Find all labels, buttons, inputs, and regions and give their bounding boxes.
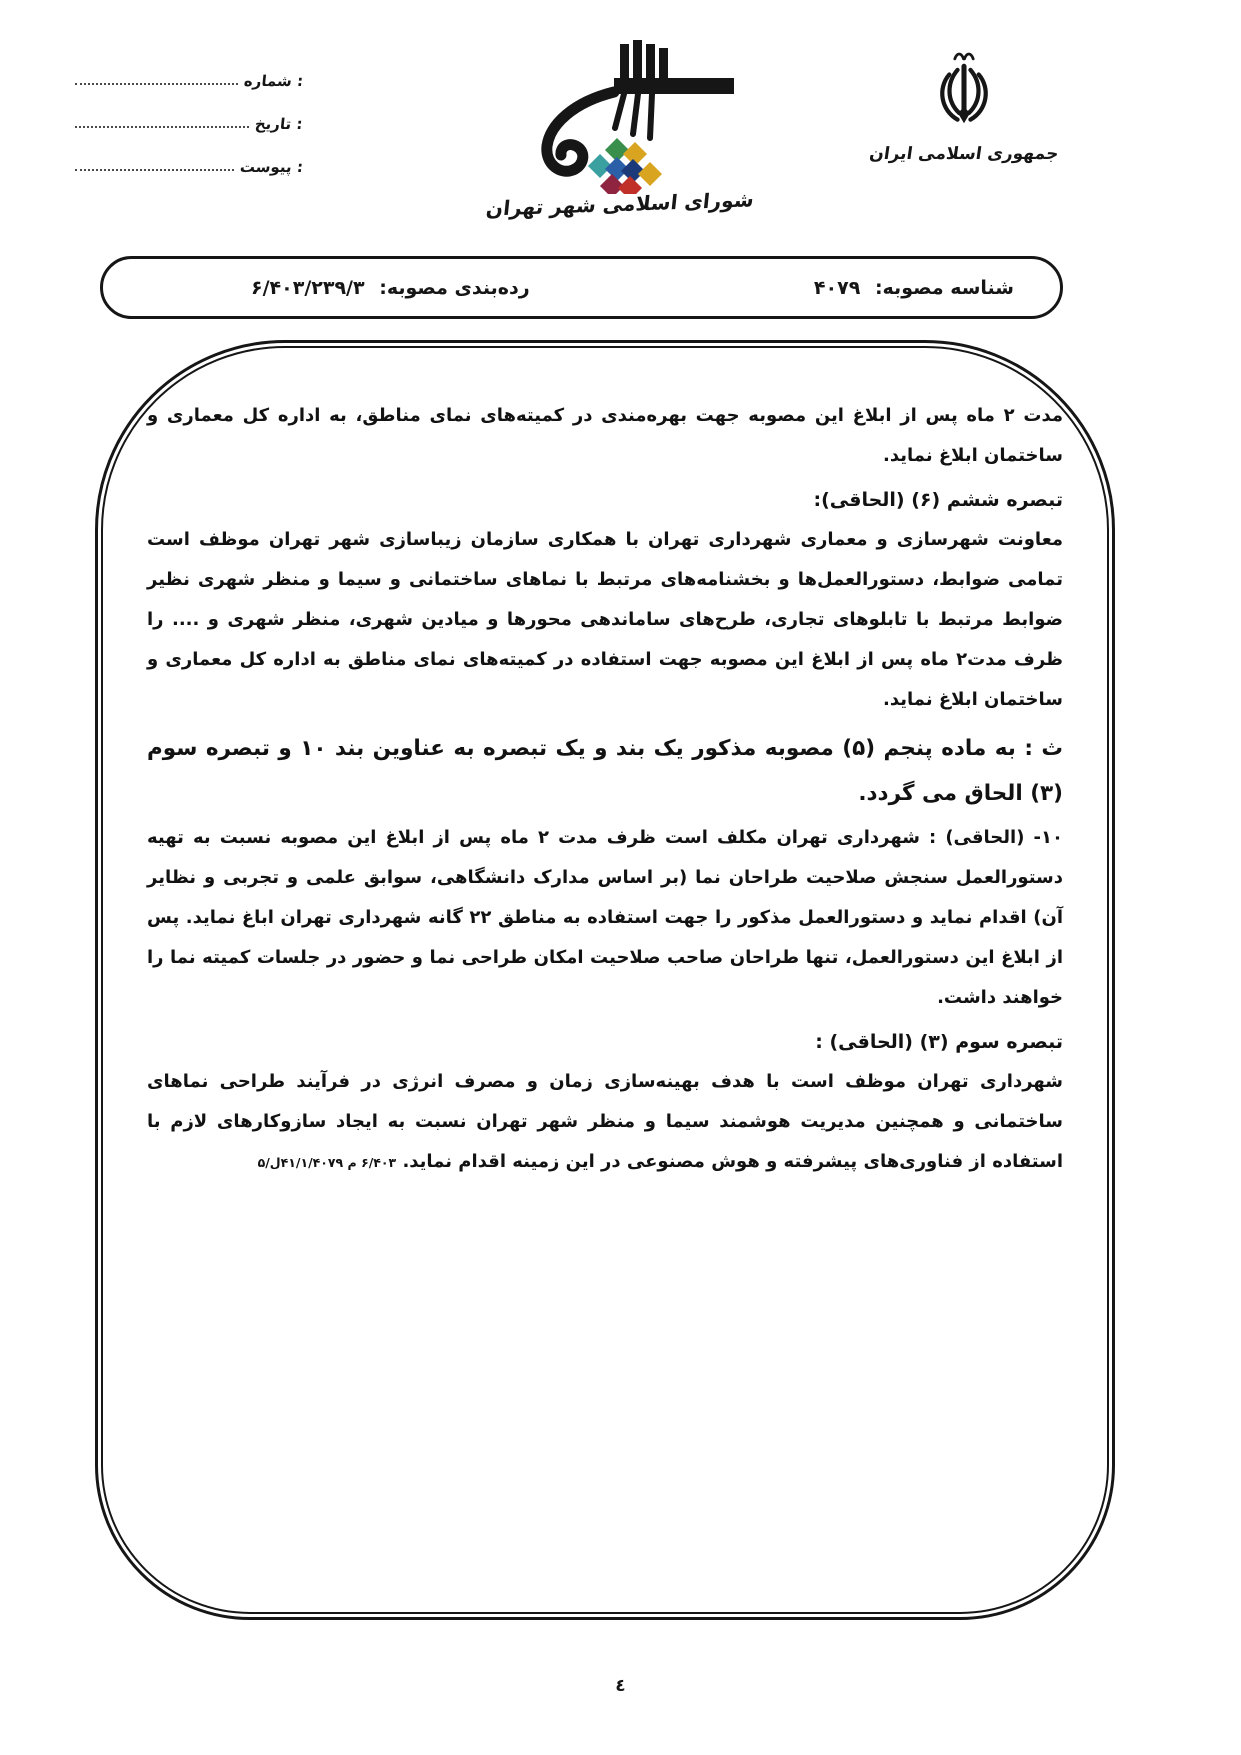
paragraph-tabsareh-3-text: شهرداری تهران موظف است با هدف بهینه‌سازی زمان و مصرف انرژی در فرآیند طراحی نماهای ساختمانی و همچنین مدیریت هوشمند سیما و منظر شهر تهران نسبت به ایجاد سازوکارهای لازم با استفاده از فناوری‌های پیشرفته و هوش مصنوعی در این زمینه اقدام نماید. [147, 1071, 1063, 1172]
attachment-label: پیوست : [239, 158, 304, 176]
attachment-dotted-line [75, 169, 234, 171]
field-date [75, 103, 303, 133]
number-label: شماره : [242, 72, 304, 90]
paragraph-band-10: ۱۰- (الحاقی) : شهرداری تهران مکلف است ظرف مدت ۲ ماه پس از ابلاغ این مصوبه نسبت به تهیه دستورالعمل سنجش صلاحیت طراحان نما (بر اساس مدارک دانشگاهی، سوابق علمی و تجربی و نظایر آن) اقدام نماید و دستورالعمل مذکور را جهت استفاده به مناطق ۲۲ گانه شهرداری تهران اباغ نماید. پس از ابلاغ این دستورالعمل، تنها طراحان صاحب صلاحیت امکان طراحی نما و حضور در جلسات کمیته نما را خواهند داشت. [147, 827, 1064, 1008]
approval-id-label: شناسه مصوبه: [874, 276, 1014, 299]
classification-label: رده‌بندی مصوبه: [379, 276, 530, 299]
date-label: تاریخ : [254, 115, 304, 133]
allah-emblem-icon [918, 46, 1010, 138]
archive-reference-code: ۶/۴۰۳ م ۴۱/۱/۴۰۷۹ل/۵ [257, 1155, 397, 1170]
field-attachment [75, 146, 303, 176]
emblem-caption: جمهوری اسلامی ایران [868, 144, 1060, 164]
approval-banner [100, 256, 1063, 319]
field-number [75, 60, 303, 90]
page-number: ٤ [615, 1676, 626, 1696]
council-logo-mark-icon [452, 34, 788, 194]
paragraph-tabsareh-3 [147, 1062, 1063, 1183]
iran-national-emblem [856, 46, 1072, 164]
tehran-council-logo [452, 34, 788, 221]
date-dotted-line [75, 126, 249, 128]
document-text [147, 396, 1063, 1183]
heading-tabsareh-6: تبصره ششم (۶) (الحاقی): [813, 489, 1063, 511]
approval-id [814, 277, 1014, 299]
classification [251, 277, 530, 299]
council-logo-tiles [588, 138, 662, 194]
number-dotted-line [75, 83, 238, 85]
heading-tabsareh-3: تبصره سوم (۳) (الحاقی) : [815, 1031, 1063, 1053]
council-logo-caption: شورای اسلامی شهر تهران [484, 187, 756, 221]
letterhead-meta-fields [75, 60, 303, 189]
approval-id-value: ۴۰۷۹ [813, 276, 861, 299]
paragraph-continuation: مدت ۲ ماه پس از ابلاغ این مصوبه جهت بهره‌مندی در کمیته‌های نمای مناطق، به اداره کل معماری و ساختمان ابلاغ نماید. [147, 405, 1063, 466]
heading-clause-se: ث : به ماده پنجم (۵) مصوبه مذکور یک بند و یک تبصره به عناوین بند ۱۰ و تبصره سوم (۳) الحاق می گردد. [147, 736, 1063, 806]
content-box [95, 340, 1115, 1620]
paragraph-tabsareh-6: معاونت شهرسازی و معماری شهرداری تهران با همکاری سازمان زیباسازی شهر تهران موظف است تمامی ضوابط، دستورالعمل‌ها و بخشنامه‌های مرتبط با نماهای ساختمانی و سیما و منظر شهری نظیر ضوابط مرتبط با تابلوهای تجاری، طرح‌های ساماندهی محورها و میادین شهری، منظر شهری و .... را ظرف مدت۲ ماه پس از ابلاغ این مصوبه جهت استفاده در کمیته‌های نمای مناطق به اداره کل معماری و ساختمان ابلاغ نماید. [147, 529, 1063, 710]
classification-value: ۶/۴۰۳/۲۳۹/۳ [251, 276, 365, 299]
